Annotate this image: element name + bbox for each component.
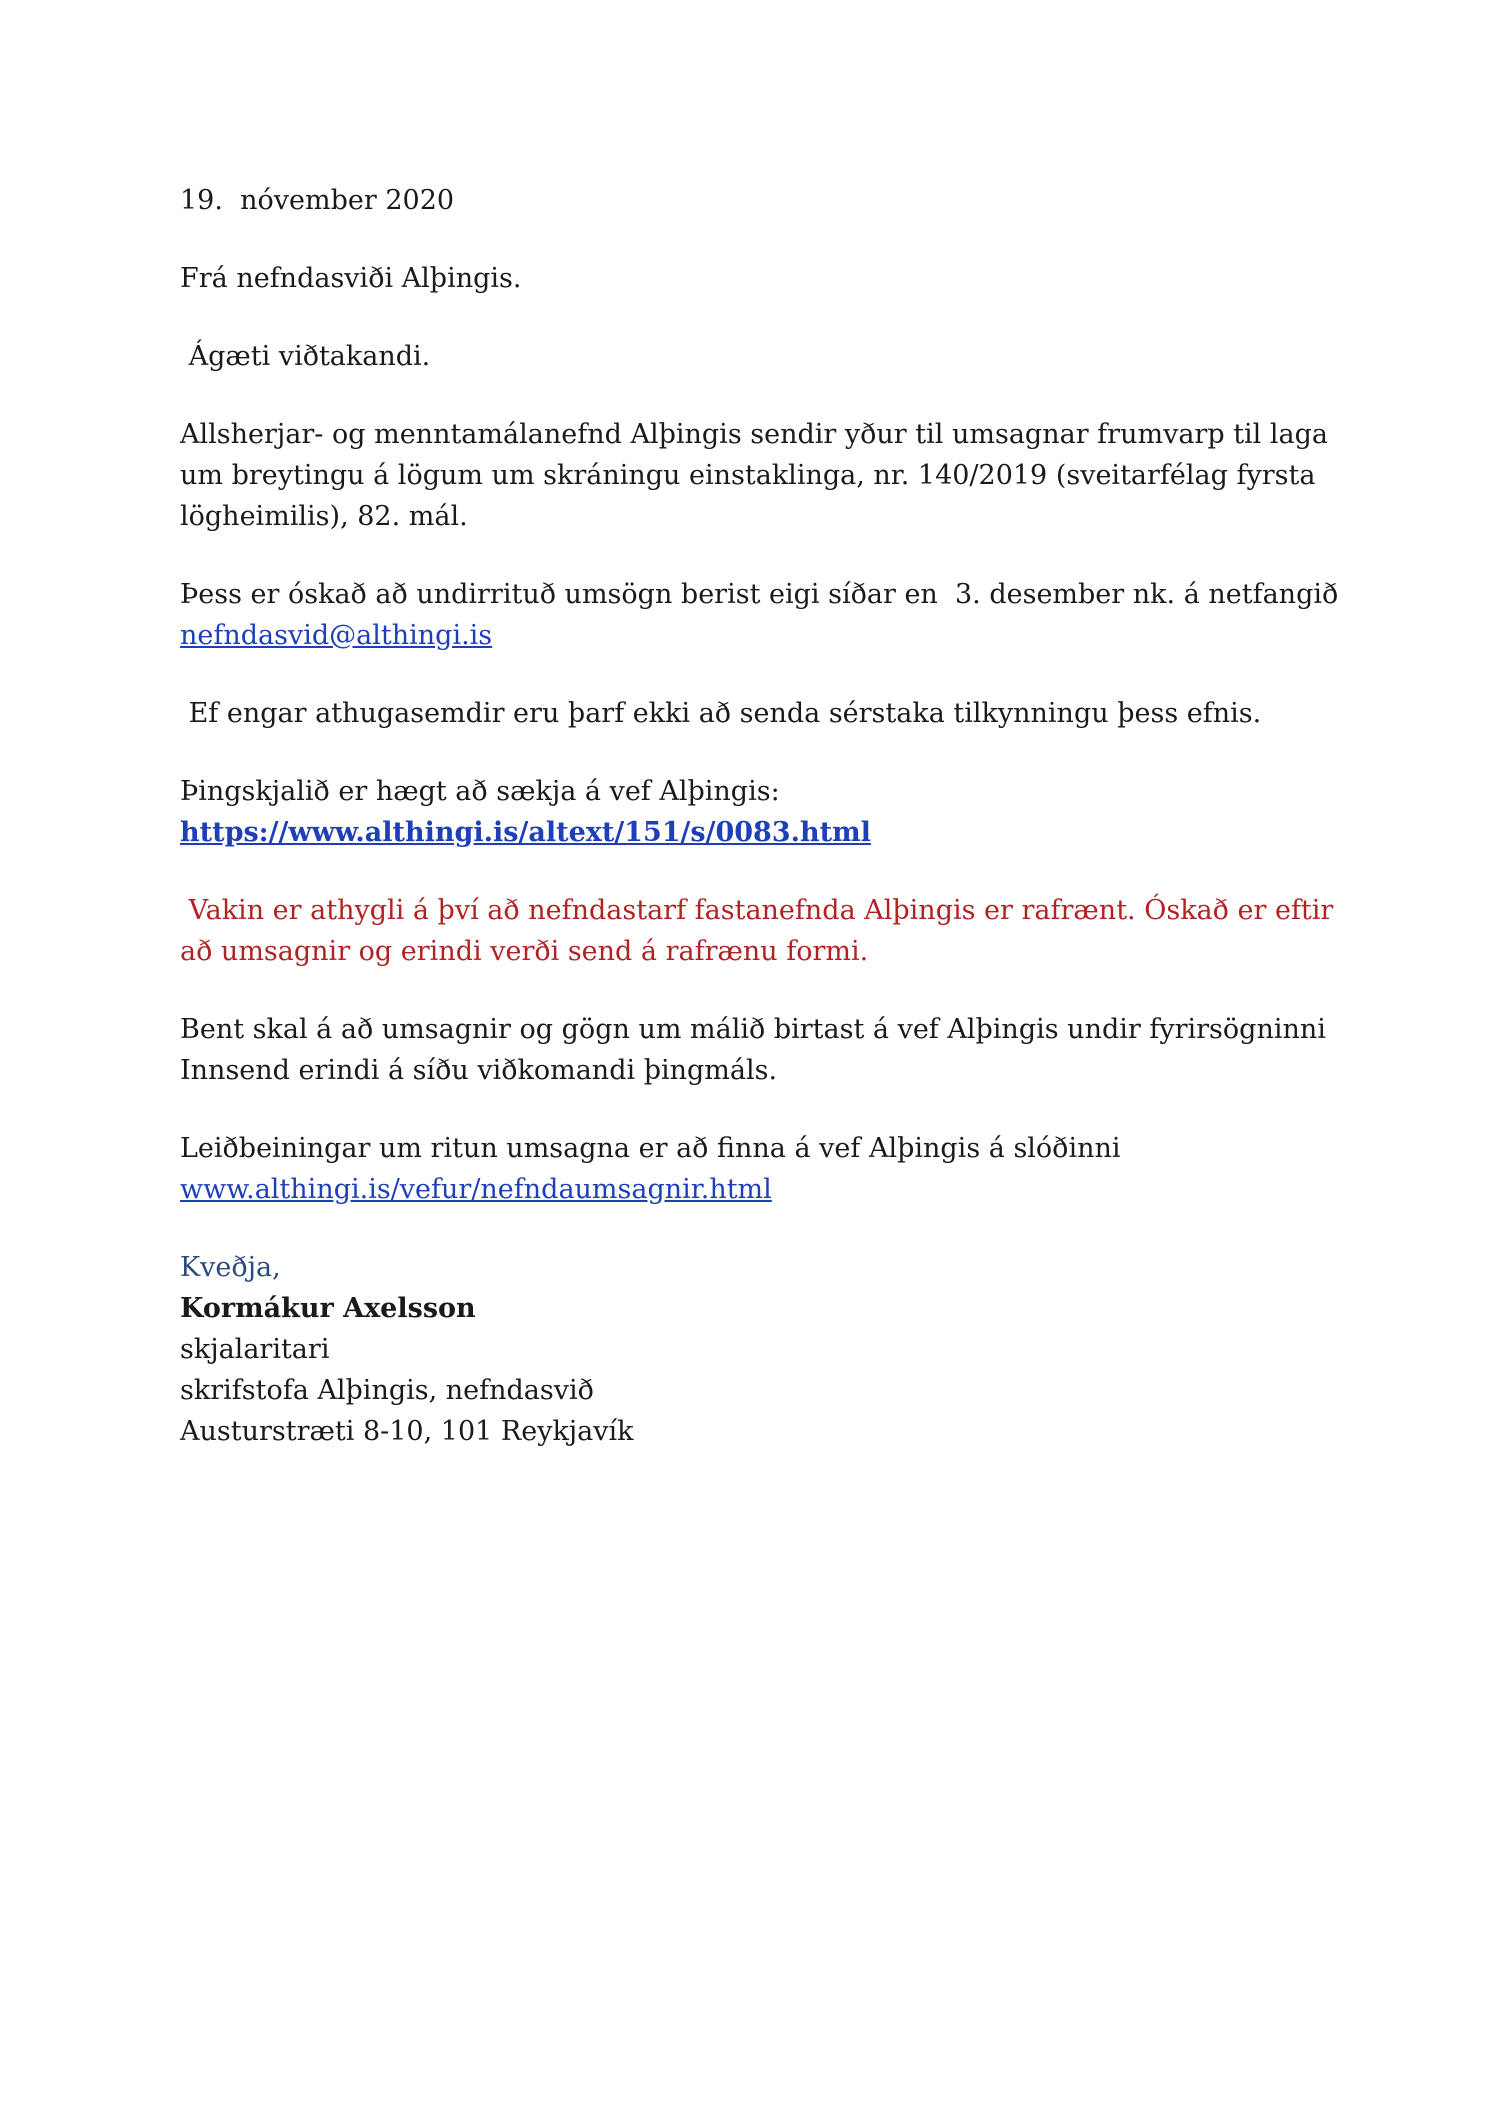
deadline-paragraph	[180, 574, 1350, 656]
closing-text: Kveðja,	[180, 1252, 281, 1283]
letter-salutation	[180, 336, 1350, 377]
intro-line-2: um breytingu á lögum um skráningu einstaklinga, nr. 140/2019 (sveitarfélag fyrsta	[180, 460, 1316, 491]
signer-title: skjalaritari	[180, 1334, 330, 1365]
signer-name: Kormákur Axelsson	[180, 1293, 476, 1324]
letter-from	[180, 258, 1350, 299]
no-comments-text: Ef engar athugasemdir eru þarf ekki að senda sérstaka tilkynningu þess efnis.	[180, 698, 1262, 729]
letter-body	[180, 180, 1350, 1489]
notice-paragraph	[180, 890, 1350, 972]
guidelines-line-1: Leiðbeiningar um ritun umsagna er að finna á vef Alþingis á slóðinni	[180, 1133, 1121, 1164]
publication-line-2: Innsend erindi á síðu viðkomandi þingmáls.	[180, 1055, 778, 1086]
no-comments-paragraph	[180, 693, 1350, 734]
document-line-1: Þingskjalið er hægt að sækja á vef Alþingis:	[180, 776, 780, 807]
signer-address: Austurstræti 8-10, 101 Reykjavík	[180, 1416, 634, 1447]
intro-line-3: lögheimilis), 82. mál.	[180, 501, 468, 532]
from-text: Frá nefndasviði Alþingis.	[180, 263, 522, 294]
publication-paragraph	[180, 1009, 1350, 1091]
intro-paragraph	[180, 414, 1350, 537]
guidelines-paragraph	[180, 1128, 1350, 1210]
date-text: 19. nóvember 2020	[180, 185, 455, 216]
document-url-link[interactable]: https://www.althingi.is/altext/151/s/0083.html	[180, 817, 871, 848]
signature-block	[180, 1247, 1350, 1452]
guidelines-url-link[interactable]: www.althingi.is/vefur/nefndaumsagnir.html	[180, 1174, 772, 1205]
email-link[interactable]: nefndasvid@althingi.is	[180, 620, 493, 651]
notice-line-2: að umsagnir og erindi verði send á rafrænu formi.	[180, 936, 869, 967]
notice-line-1: Vakin er athygli á því að nefndastarf fastanefnda Alþingis er rafrænt. Óskað er eftir	[180, 895, 1334, 926]
letter-date	[180, 180, 1350, 221]
signer-office: skrifstofa Alþingis, nefndasvið	[180, 1375, 594, 1406]
publication-line-1: Bent skal á að umsagnir og gögn um málið birtast á vef Alþingis undir fyrirsögninni	[180, 1014, 1326, 1045]
intro-line-1: Allsherjar- og menntamálanefnd Alþingis sendir yður til umsagnar frumvarp til laga	[180, 419, 1329, 450]
salutation-text: Ágæti viðtakandi.	[180, 341, 431, 372]
document-paragraph	[180, 771, 1350, 853]
deadline-line-1: Þess er óskað að undirrituð umsögn berist eigi síðar en 3. desember nk. á netfangið	[180, 579, 1339, 610]
